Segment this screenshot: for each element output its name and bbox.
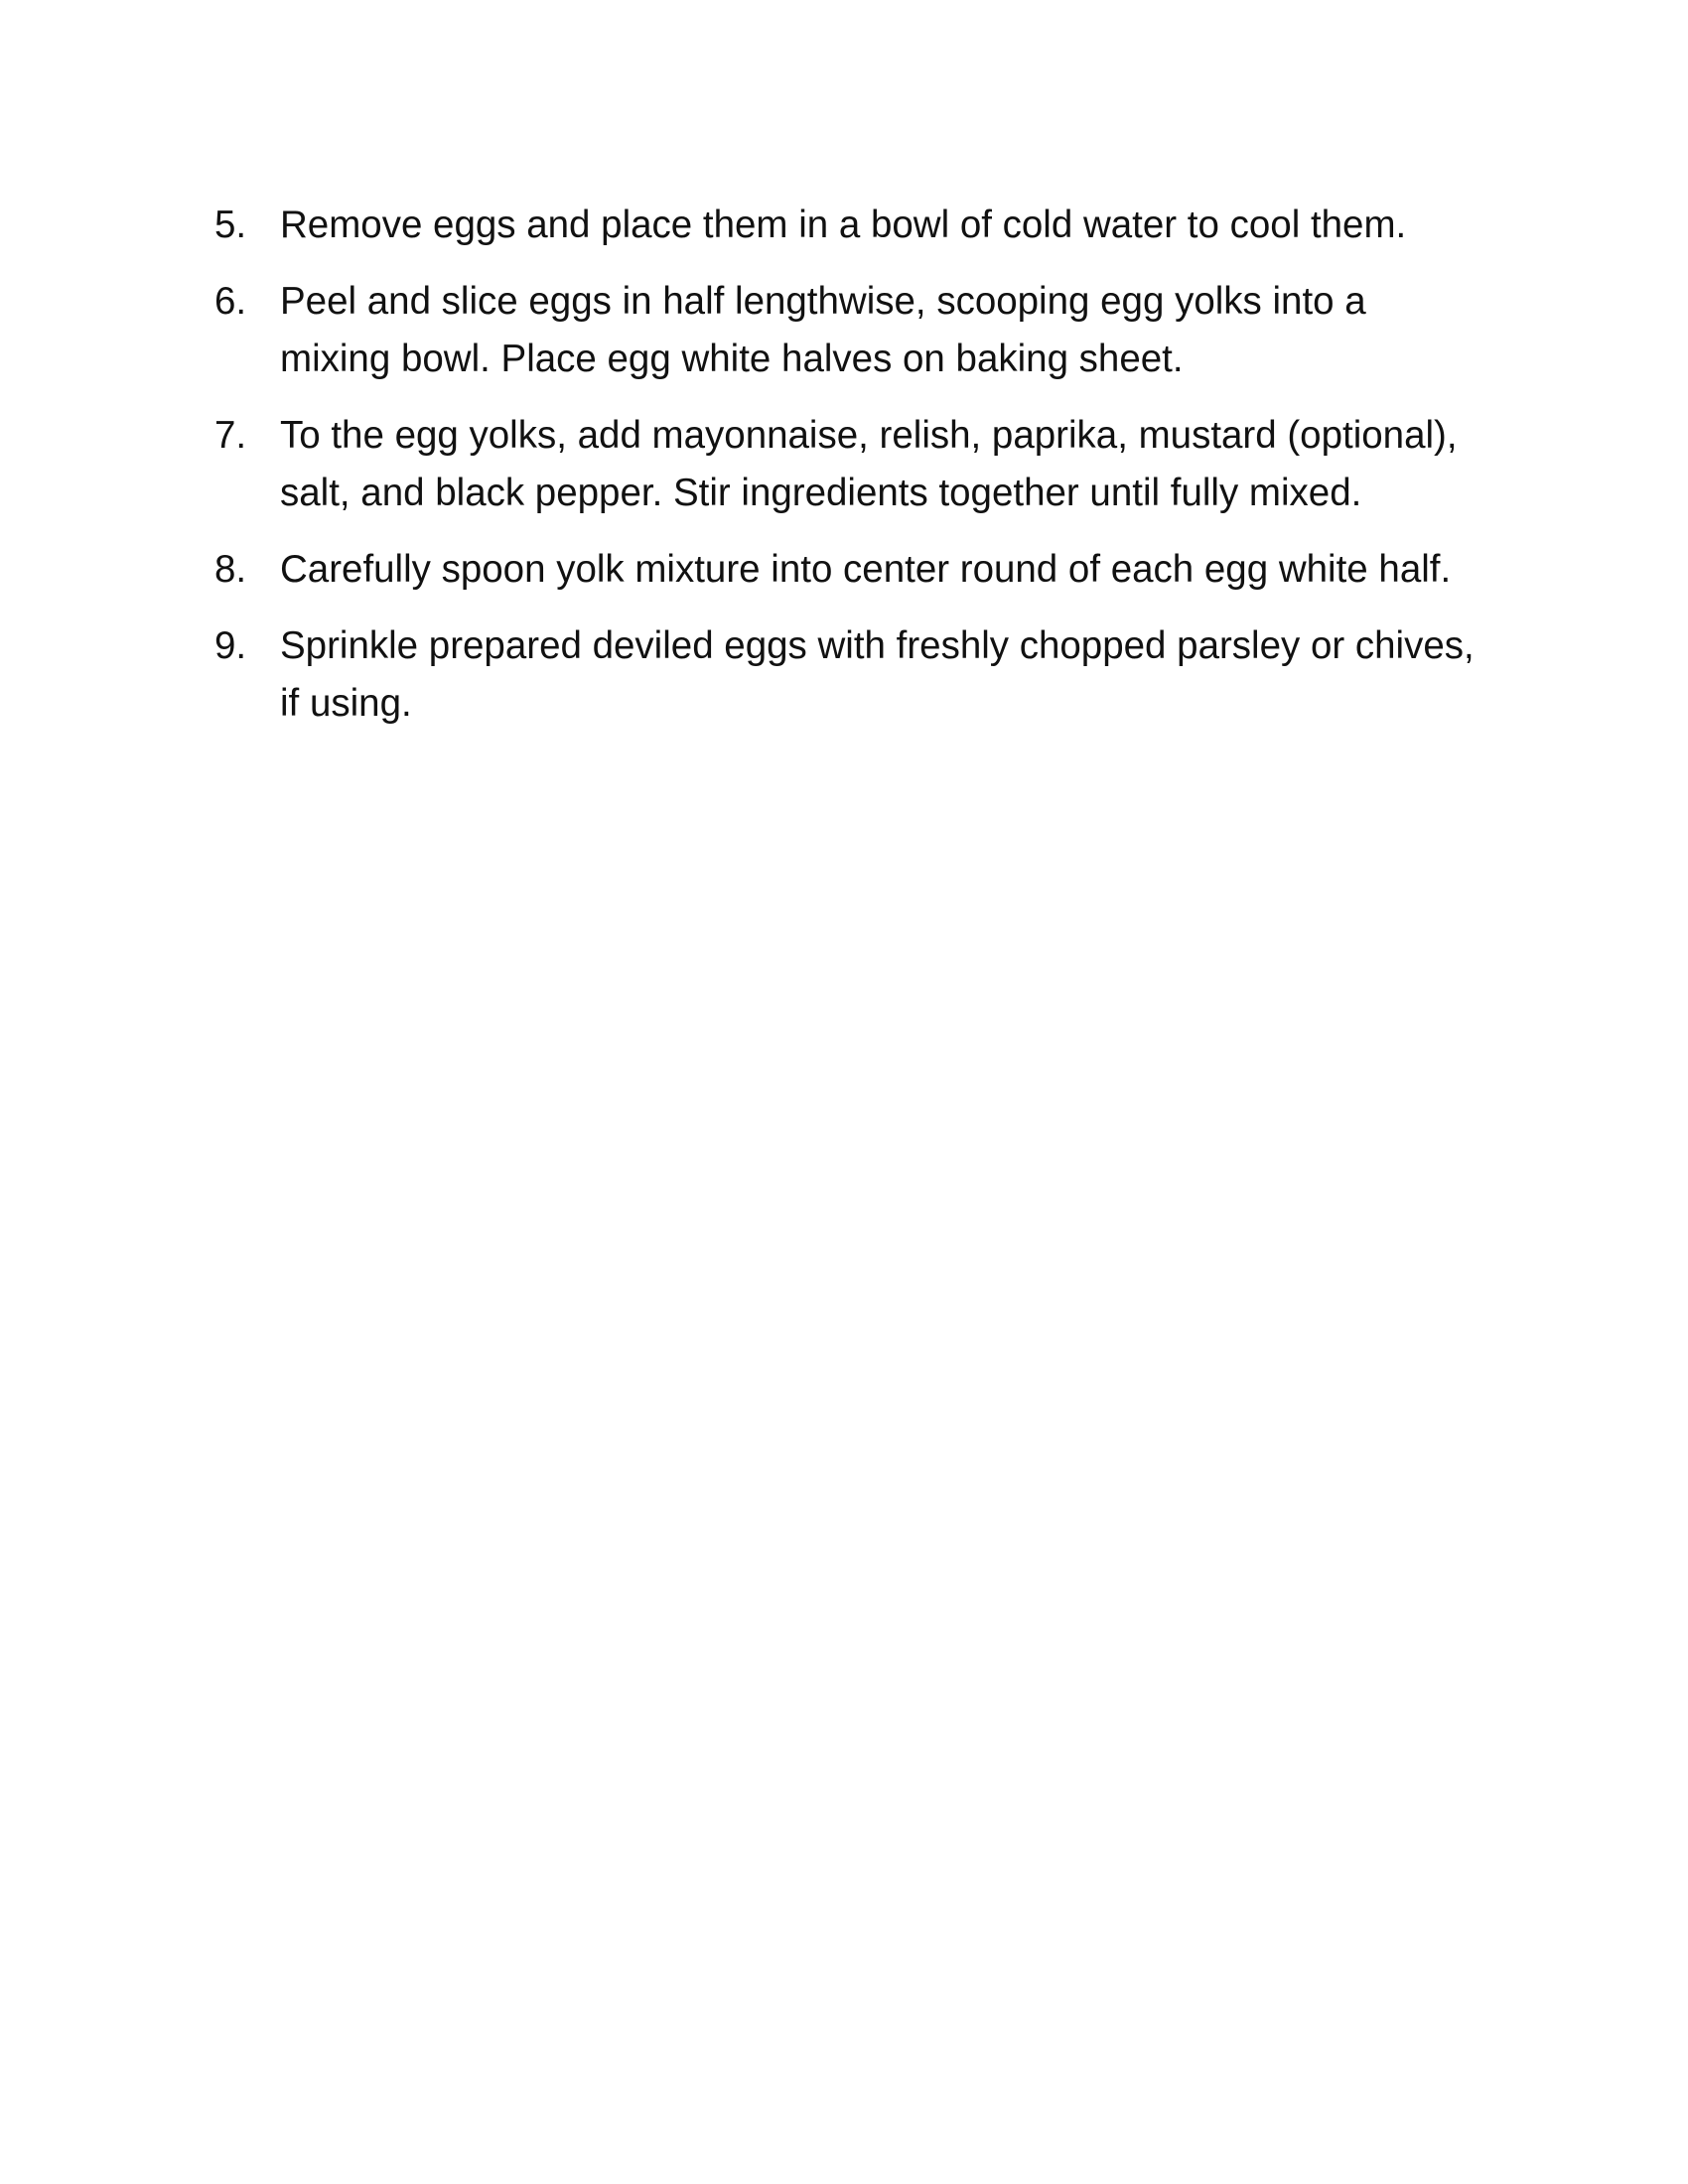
list-item (214, 273, 1476, 388)
step-number: 9. (214, 624, 247, 667)
list-item (214, 197, 1476, 254)
list-item (214, 617, 1476, 733)
step-number: 8. (214, 548, 247, 591)
step-number: 7. (214, 414, 247, 457)
instruction-list (214, 197, 1476, 751)
step-number: 5. (214, 204, 247, 246)
list-item (214, 541, 1476, 599)
list-item (214, 407, 1476, 522)
step-text: To the egg yolks, add mayonnaise, relish, paprika, mustard (optional), salt, and black pepper. Stir ingredients together until fully mixed. (280, 414, 1458, 514)
step-text: Sprinkle prepared deviled eggs with freshly chopped parsley or chives, if using. (280, 624, 1475, 725)
step-text: Carefully spoon yolk mixture into center round of each egg white half. (280, 548, 1452, 591)
step-number: 6. (214, 280, 247, 323)
step-text: Remove eggs and place them in a bowl of cold water to cool them. (280, 204, 1407, 246)
step-text: Peel and slice eggs in half lengthwise, scooping egg yolks into a mixing bowl. Place egg white halves on baking sheet. (280, 280, 1366, 380)
